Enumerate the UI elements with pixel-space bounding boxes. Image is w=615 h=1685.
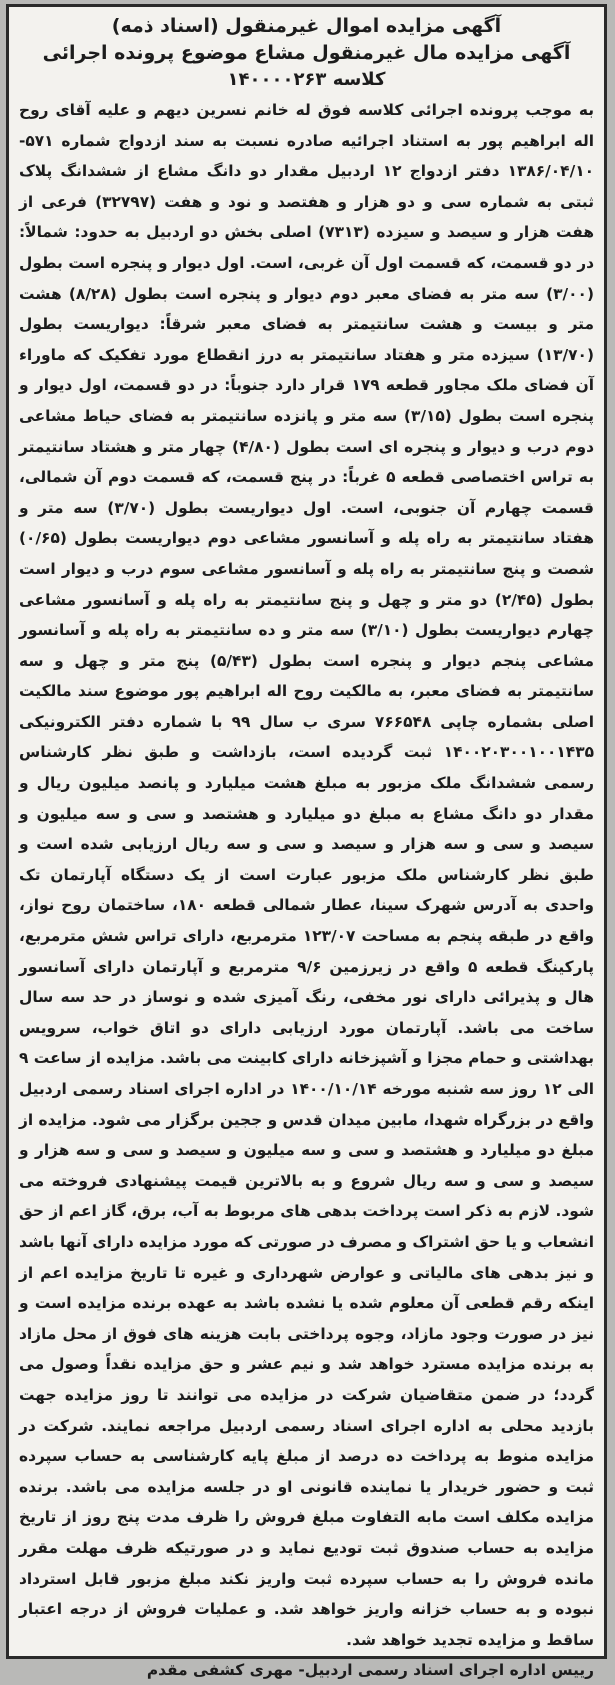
notice-signature: رییس اداره اجرای اسناد رسمی اردبیل- مهری کشفی مقدم xyxy=(146,1661,594,1680)
notice-body: به موجب پرونده اجرائی کلاسه فوق له خانم نسرین دیهم و علیه آقای روح اله ابراهیم پور به استناد اجرائیه صادره نسبت به سند ازدواج شماره ۵۷۱- ۱۳۸۶/۰۴/۱۰ دفتر ازدواج ۱۲ اردبیل مقدار دو دانگ مشاع از ششدانگ پلاک ثبتی به شماره سی و دو هزار و هفتصد و نود و هفت (۳۲۷۹۷) فرعی از هفت هزار و سیصد و سیزده (۷۳۱۳) اصلی بخش دو اردبیل به حدود: شمالاً: در دو قسمت، که قسمت اول آن غربی، است. اول دیوار و پنجره است بطول (۳/۰۰) سه متر به فضای معبر دوم دیوار و پنجره است بطول (۸/۲۸) هشت متر و بیست و هشت سانتیمتر به فضای معبر شرقاً: دیواریست بطول (۱۳/۷۰) سیزده متر و هفتاد سانتیمتر به درز انقطاع مورد تفکیک که ماوراء آن فضای ملک مجاور قطعه ۱۷۹ قرار دارد جنوباً: در دو قسمت، اول دیوار و پنجره است بطول (۳/۱۵) سه متر و پانزده سانتیمتر به فضای حیاط مشاعی دوم درب و دیوار و پنجره ای است بطول (۴/۸۰) چهار متر و هشتاد سانتیمتر به تراس اختصاصی قطعه ۵ غرباً: در پنج قسمت، که قسمت دوم آن شمالی، قسمت چهارم آن جنوبی، است. اول دیواریست بطول (۳/۷۰) سه متر و هفتاد سانتیمتر به راه پله و آسانسور مشاعی دوم دیواریست بطول (۰/۶۵) شصت و پنج سانتیمتر به راه پله و آسانسور مشاعی سوم درب و دیوار است بطول (۲/۴۵) دو متر و چهل و پنج سانتیمتر به راه پله و آسانسور مشاعی چهارم دیواریست بطول (۳/۱۰) سه متر و ده سانتیمتر به راه پله و آسانسور مشاعی پنجم دیوار و پنجره است بطول (۵/۴۳) پنج متر و چهل و سه سانتیمتر به فضای معبر، به مالکیت روح اله ابراهیم پور موضوع سند مالکیت اصلی بشماره چاپی ۷۶۶۵۴۸ سری ب سال ۹۹ با شماره دفتر الکترونیکی ۱۴۰۰۲۰۳۰۰۱۰۰۱۴۳۵ ثبت گردیده است، بازداشت و طبق نظر کارشناس رسمی ششدانگ ملک مزبور به مبلغ هشت میلیارد و پانصد میلیون ریال و مقدار دو دانگ مشاع به مبلغ دو میلیارد و هشتصد و سی و سه میلیون و سیصد و سی و سه هزار و سیصد و سی و سه ریال ارزیابی شده است و طبق نظر کارشناس ملک مزبور عبارت است از یک دستگاه آپارتمان تک واحدی به آدرس شهرک سینا، عطار شمالی قطعه ۱۸۰، ساختمان روح نواز، واقع در طبقه پنجم به مساحت ۱۲۳/۰۷ مترمربع، دارای تراس شش مترمربع، پارکینگ قطعه ۵ واقع در زیرزمین ۹/۶ مترمربع و آپارتمان دارای آسانسور هال و پذیرائی دارای نور مخفی، رنگ آمیزی شده و نوساز در حد سه سال ساخت می باشد. آپارتمان مورد ارزیابی دارای دو اتاق خواب، سرویس بهداشتی و حمام مجزا و آشپزخانه دارای کابینت می باشد. مزایده از ساعت ۹ الی ۱۲ روز سه شنبه مورخه ۱۴۰۰/۱۰/۱۴ در اداره اجرای اسناد رسمی اردبیل واقع در بزرگراه شهدا، مابین میدان قدس و ججین برگزار می شود. مزایده از مبلغ دو میلیارد و هشتصد و سی و سه میلیون و سیصد و سی و سه هزار و سیصد و سی و سه ریال شروع و به بالاترین قیمت پیشنهادی فروخته می شود. لازم به ذکر است پرداخت بدهی های مربوط به آب، برق، گاز اعم از حق انشعاب و یا حق اشتراک و مصرف در صورتی که مورد مزایده دارای آنها باشد و نیز بدهی های مالیاتی و عوارض شهرداری و غیره تا تاریخ مزایده اعم از اینکه رقم قطعی آن معلوم شده یا نشده باشد به عهده برنده مزایده است و نیز در صورت وجود مازاد، وجوه پرداختی بابت هزینه های فوق از محل مازاد به برنده مزایده مسترد خواهد شد و نیم عشر و حق مزایده نقداً وصول می گردد؛ در ضمن متقاضیان شرکت در مزایده می توانند تا روز مزایده جهت بازدید محلی به اداره اجرای اسناد رسمی اردبیل مراجعه نمایند. شرکت در مزایده منوط به پرداخت ده درصد از مبلغ پایه کارشناسی به حساب سپرده ثبت و حضور خریدار یا نماینده قانونی او در جلسه مزایده می باشد. برنده مزایده مکلف است مابه التفاوت مبلغ فروش را ظرف مدت پنج روز از تاریخ مزایده به حساب صندوق ثبت تودیع نماید و در صورتیکه ظرف مهلت مقرر مانده فروش را به حساب سپرده ثبت واریز نکند مبلغ مزبور قابل استرداد نبوده و به حساب خزانه واریز خواهد شد. و عملیات فروش از درجه اعتبار ساقط و مزایده تجدید خواهد شد. xyxy=(19,101,595,1649)
notice-title: آگهی مزایده اموال غیرمنقول (اسناد ذمه) xyxy=(111,15,502,37)
notice-header xyxy=(19,13,594,93)
notice-subtitle: آگهی مزایده مال غیرمنقول مشاع موضوع پرونده اجرائی xyxy=(42,42,571,64)
newspaper-notice xyxy=(6,4,607,1680)
case-number: کلاسه ۱۴۰۰۰۰۲۶۳ xyxy=(227,69,386,90)
